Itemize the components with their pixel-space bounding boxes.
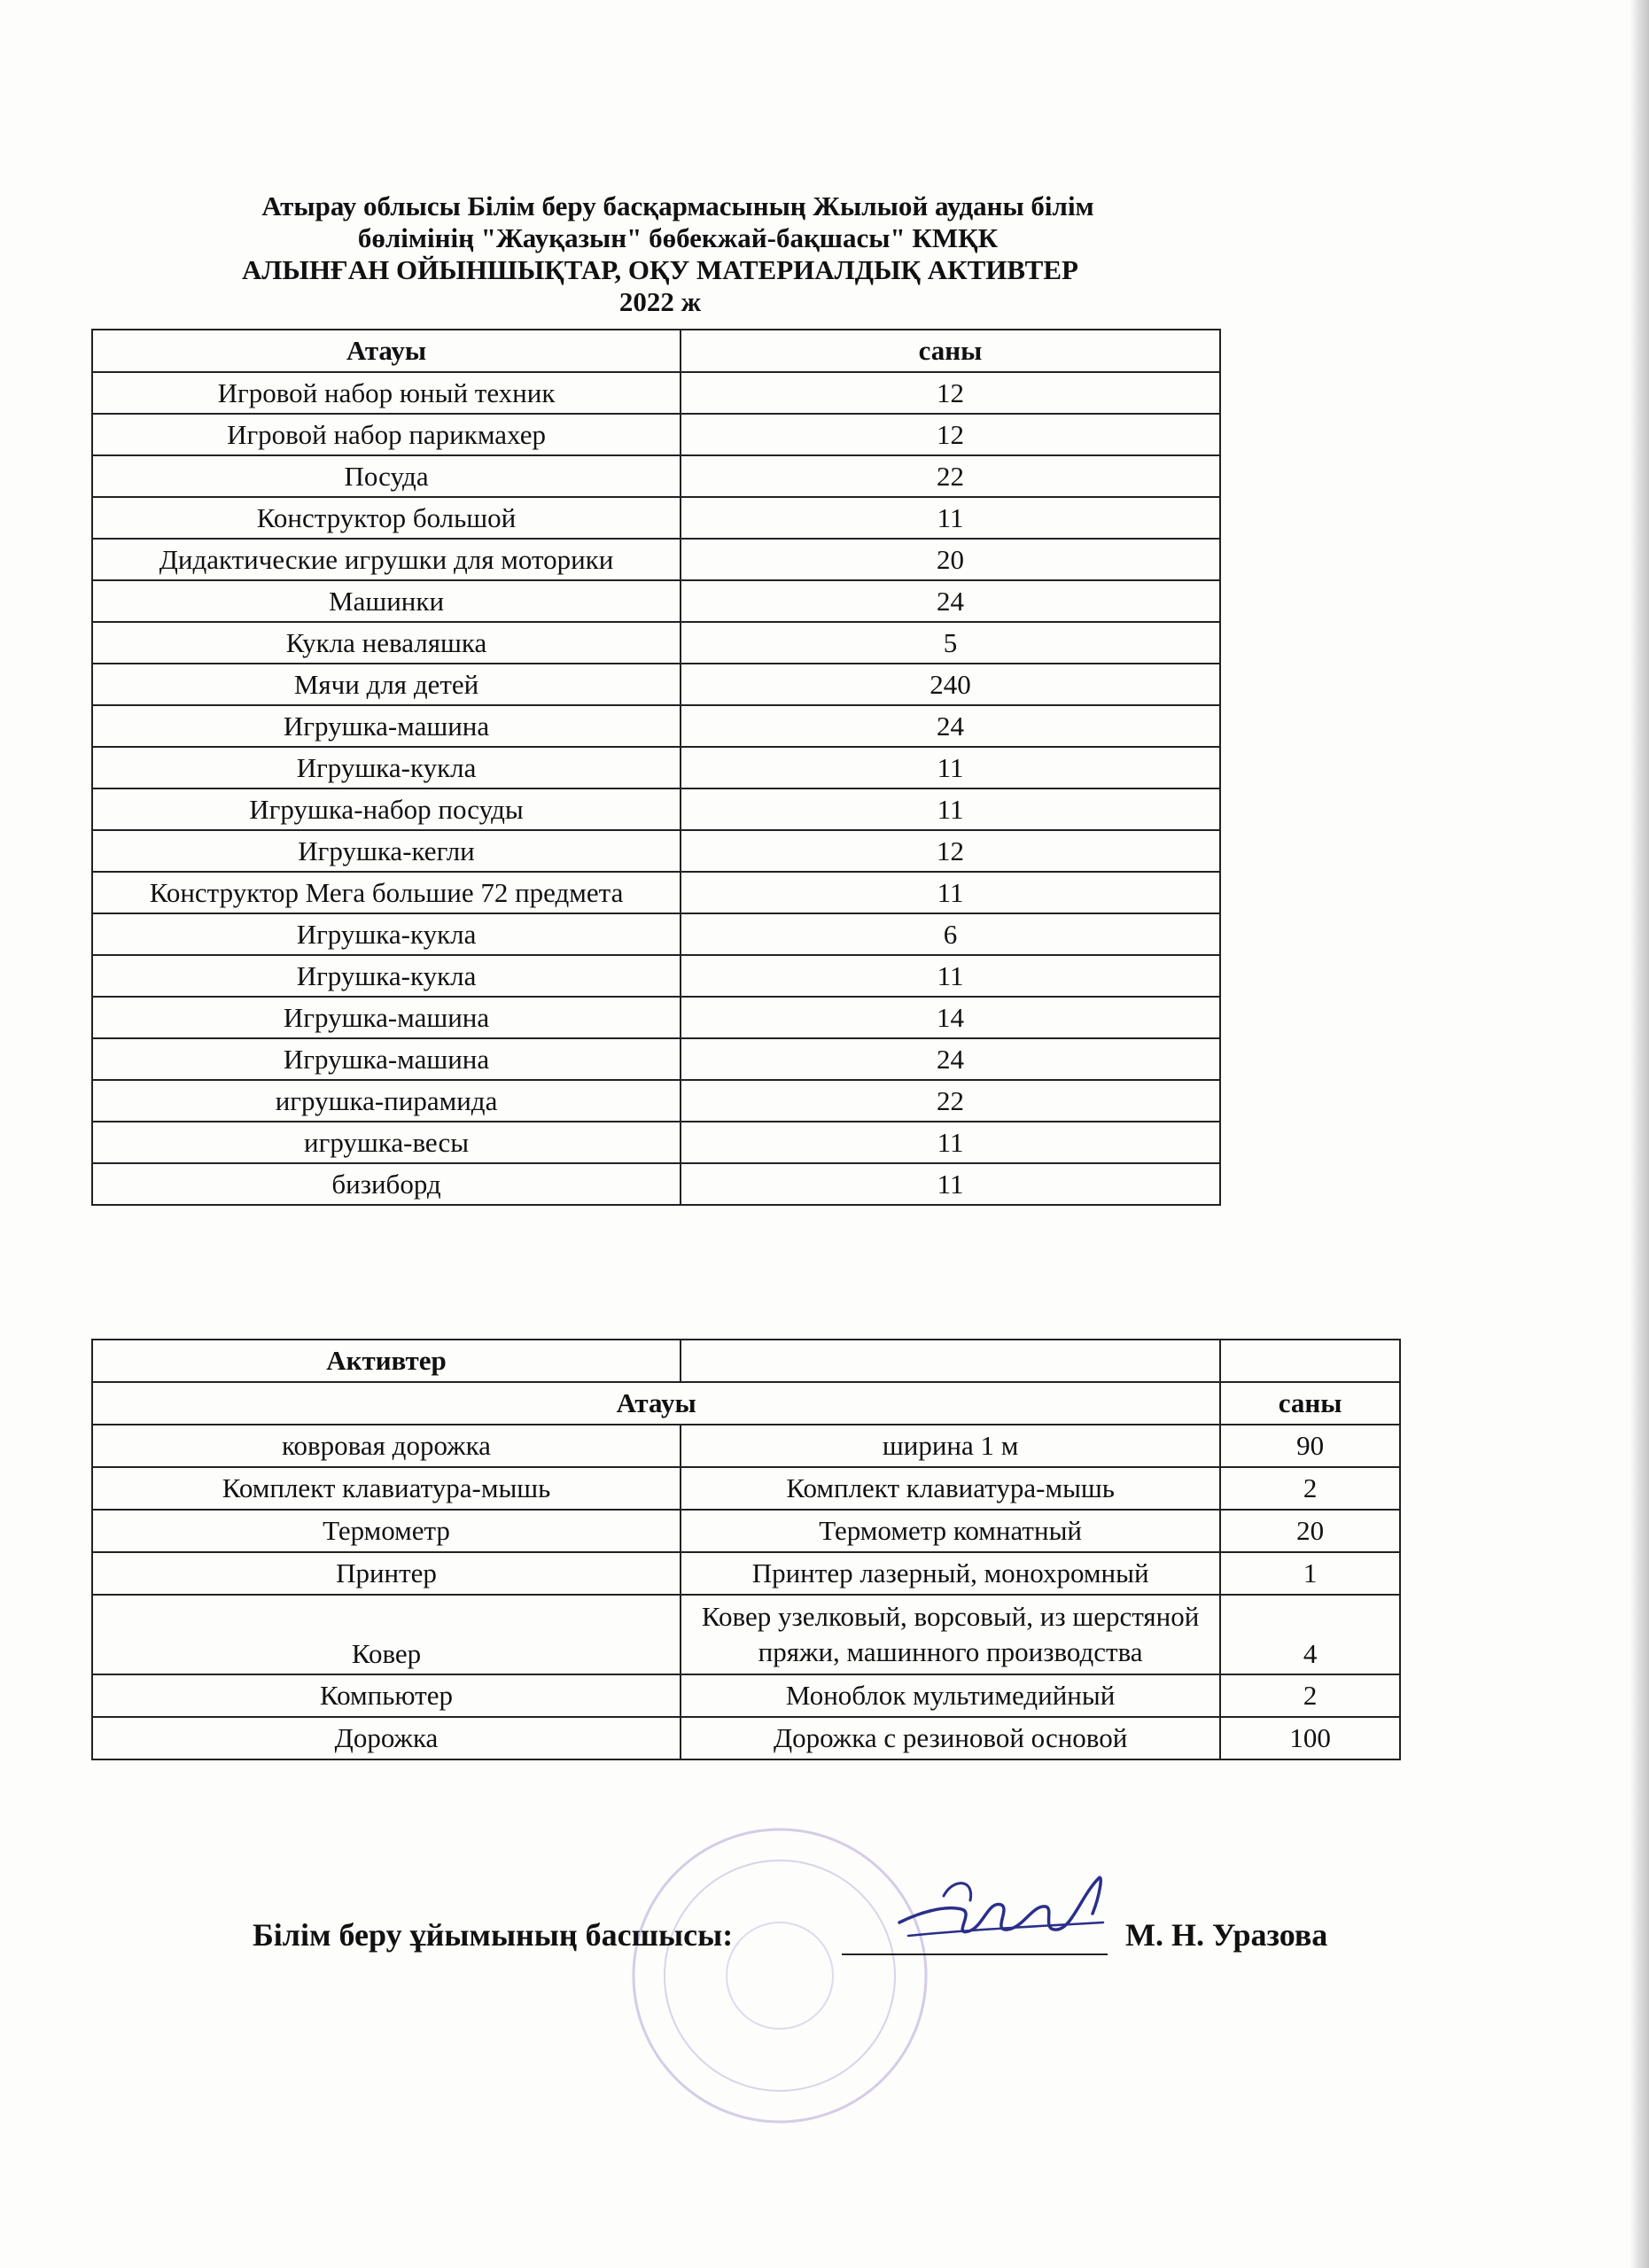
item-count: 20: [681, 539, 1220, 580]
item-count: 12: [681, 414, 1220, 455]
item-count: 11: [681, 872, 1220, 913]
item-count: 11: [681, 497, 1220, 539]
assets-section-title: Активтер: [92, 1340, 681, 1382]
item-name: Игрушка-кукла: [92, 955, 681, 997]
item-count: 22: [681, 455, 1220, 497]
header-line-2: бөлімінің "Жауқазын" бөбекжай-бақшасы" КМҚК: [357, 222, 999, 253]
asset-name: Дорожка: [92, 1717, 681, 1759]
item-name: Конструктор большой: [92, 497, 681, 539]
table-row: [92, 1080, 1220, 1122]
asset-description: Термометр комнатный: [681, 1510, 1220, 1552]
document-header: [89, 190, 1232, 318]
table-row: [92, 1510, 1400, 1552]
item-name: Кукла неваляшка: [92, 622, 681, 664]
table-row: [92, 872, 1220, 913]
item-count: 11: [681, 1122, 1220, 1163]
table-row: [92, 372, 1220, 414]
item-name: Игровой набор юный техник: [92, 372, 681, 414]
table-row: [92, 664, 1220, 705]
table-row: [92, 830, 1220, 872]
item-count: 12: [681, 830, 1220, 872]
table-row: [92, 1552, 1400, 1595]
table-row: [92, 1038, 1220, 1080]
table-row: [92, 539, 1220, 580]
asset-count: 1: [1220, 1552, 1400, 1595]
item-count: 11: [681, 1163, 1220, 1205]
assets-section-row: [92, 1340, 1400, 1382]
assets-header-name: Атауы: [92, 1382, 1220, 1425]
item-name: игрушка-весы: [92, 1122, 681, 1163]
item-name: бизиборд: [92, 1163, 681, 1205]
column-header-name: Атауы: [92, 330, 681, 372]
item-name: Машинки: [92, 580, 681, 622]
signature-title: Білім беру ұйымының басшысы:: [253, 1917, 734, 1953]
table-row: [92, 788, 1220, 830]
table-row: [92, 1163, 1220, 1205]
item-count: 11: [681, 955, 1220, 997]
column-header-count: саны: [681, 330, 1220, 372]
asset-count: 100: [1220, 1717, 1400, 1759]
assets-header-row: [92, 1382, 1400, 1425]
empty-cell: [1220, 1340, 1400, 1382]
item-name: Дидактические игрушки для моторики: [92, 539, 681, 580]
table-row: [92, 1674, 1400, 1717]
table-row: [92, 497, 1220, 539]
header-year: 2022 ж: [618, 286, 702, 317]
table-row: [92, 455, 1220, 497]
item-name: игрушка-пирамида: [92, 1080, 681, 1122]
table-row: [92, 913, 1220, 955]
item-count: 14: [681, 997, 1220, 1038]
toys-table-header-row: [92, 330, 1220, 372]
item-name: Игрушка-кегли: [92, 830, 681, 872]
item-name: Игровой набор парикмахер: [92, 414, 681, 455]
item-count: 11: [681, 747, 1220, 788]
asset-description: Принтер лазерный, монохромный: [681, 1552, 1220, 1595]
item-name: Игрушка-кукла: [92, 747, 681, 788]
table-row: [92, 955, 1220, 997]
asset-count: 2: [1220, 1467, 1400, 1510]
item-name: Конструктор Мега большие 72 предмета: [92, 872, 681, 913]
item-name: Игрушка-машина: [92, 997, 681, 1038]
table-row: [92, 1425, 1400, 1467]
item-name: Мячи для детей: [92, 664, 681, 705]
asset-name: Термометр: [92, 1510, 681, 1552]
asset-count: 4: [1220, 1595, 1400, 1674]
item-count: 24: [681, 580, 1220, 622]
asset-count: 20: [1220, 1510, 1400, 1552]
asset-count: 90: [1220, 1425, 1400, 1467]
signature-block: [253, 1909, 1404, 1971]
table-row: [92, 1717, 1400, 1759]
asset-description: Моноблок мультимедийный: [681, 1674, 1220, 1717]
asset-description: ширина 1 м: [681, 1425, 1220, 1467]
item-count: 5: [681, 622, 1220, 664]
asset-description: Комплект клавиатура-мышь: [681, 1467, 1220, 1510]
asset-name: Компьютер: [92, 1674, 681, 1717]
table-row: [92, 414, 1220, 455]
table-row: [92, 622, 1220, 664]
item-count: 12: [681, 372, 1220, 414]
empty-cell: [681, 1340, 1220, 1382]
item-count: 24: [681, 705, 1220, 747]
item-count: 6: [681, 913, 1220, 955]
item-name: Игрушка-набор посуды: [92, 788, 681, 830]
asset-count: 2: [1220, 1674, 1400, 1717]
item-name: Игрушка-машина: [92, 1038, 681, 1080]
item-name: Игрушка-кукла: [92, 913, 681, 955]
table-row: [92, 580, 1220, 622]
asset-name: Принтер: [92, 1552, 681, 1595]
table-row: [92, 705, 1220, 747]
assets-header-count: саны: [1220, 1382, 1400, 1425]
item-name: Посуда: [92, 455, 681, 497]
asset-description: Дорожка с резиновой основой: [681, 1717, 1220, 1759]
asset-name: Ковер: [92, 1595, 681, 1674]
item-count: 24: [681, 1038, 1220, 1080]
table-row: [92, 1467, 1400, 1510]
item-count: 240: [681, 664, 1220, 705]
round-stamp: [611, 1807, 948, 2144]
assets-table: [91, 1339, 1401, 1760]
signatory-name: М. Н. Уразова: [1125, 1917, 1328, 1953]
scan-edge-shadow: [1630, 0, 1649, 2268]
header-title: АЛЫНҒАН ОЙЫНШЫҚТАР, ОҚУ МАТЕРИАЛДЫҚ АКТИВТЕР: [242, 254, 1078, 285]
table-row: [92, 747, 1220, 788]
table-row: [92, 1122, 1220, 1163]
toys-table-body: [92, 372, 1220, 1205]
asset-description: Ковер узелковый, ворсовый, из шерстяной пряжи, машинного производства: [681, 1595, 1220, 1674]
toys-table: [91, 329, 1221, 1206]
header-line-1: Атырау облысы Білім беру басқармасының Жылыой ауданы білім: [261, 190, 1094, 221]
item-count: 22: [681, 1080, 1220, 1122]
table-row: [92, 997, 1220, 1038]
assets-table-body: [92, 1340, 1400, 1759]
item-name: Игрушка-машина: [92, 705, 681, 747]
item-count: 11: [681, 788, 1220, 830]
table-row: [92, 1595, 1400, 1674]
asset-name: Комплект клавиатура-мышь: [92, 1467, 681, 1510]
handwritten-signature: [891, 1860, 1121, 1958]
asset-name: ковровая дорожка: [92, 1425, 681, 1467]
